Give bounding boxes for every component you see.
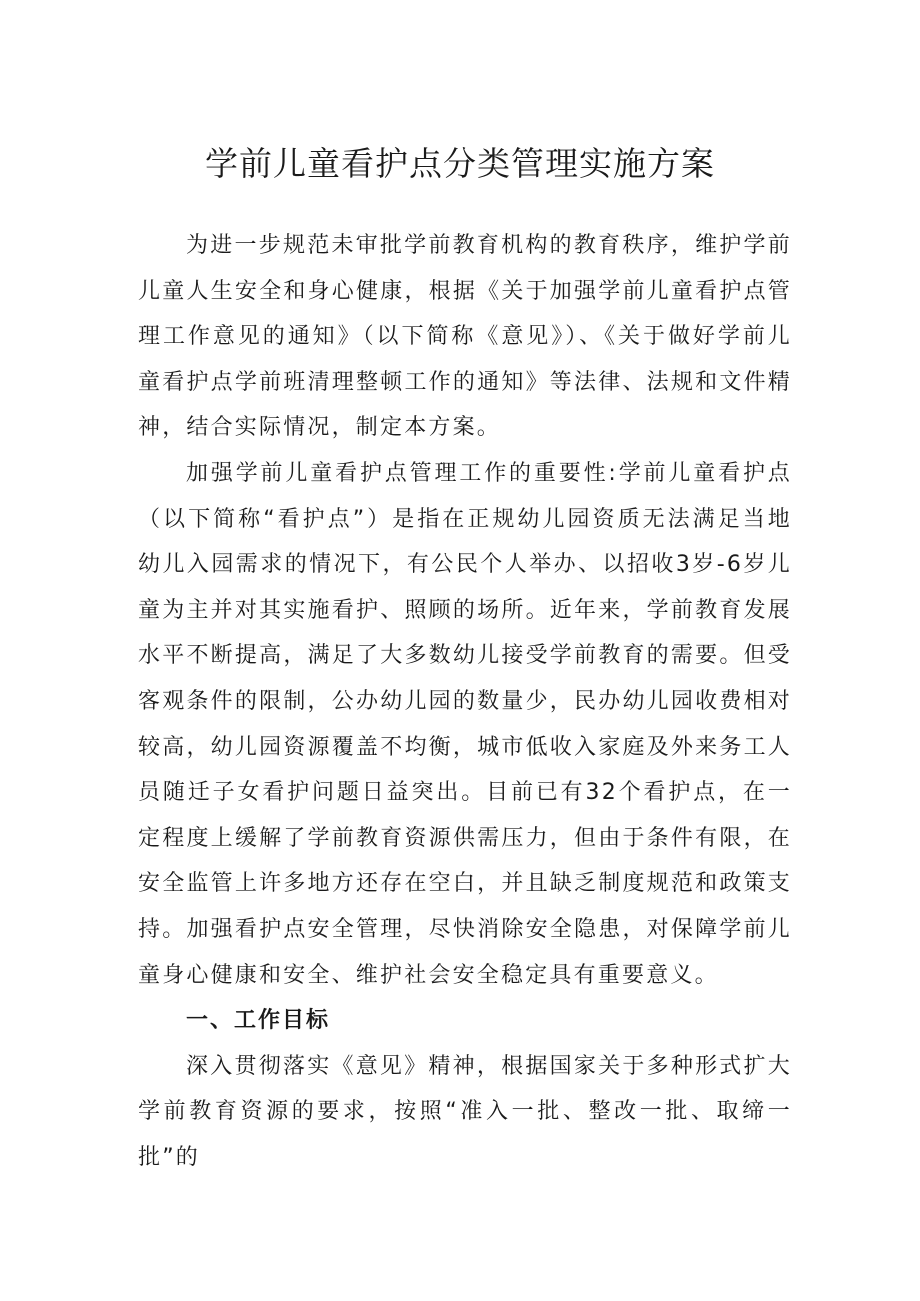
section-heading: 一、工作目标: [186, 1008, 331, 1034]
importance-paragraph: 加强学前儿童看护点管理工作的重要性:学前儿童看护点（以下简称“看护点”）是指在正规幼儿园资质无法满足当地幼儿入园需求的情况下，有公民个人举办、以招收3岁-6岁儿童为主并对其实施看护、照顾的场所。近年来，学前教育发展水平不断提高，满足了大多数幼儿接受学前教育的需要。但受客观条件的限制，公办幼儿园的数量少，民办幼儿园收费相对较高，幼儿园资源覆盖不均衡，城市低收入家庭及外来务工人员随迁子女看护问题日益突出。目前已有32个看护点，在一定程度上缓解了学前教育资源供需压力，但由于条件有限，在安全监管上许多地方还存在空白，并且缺乏制度规范和政策支持。加强看护点安全管理，尽快消除安全隐患，对保障学前儿童身心健康和安全、维护社会安全稳定具有重要意义。: [138, 460, 792, 988]
document-title: 学前儿童看护点分类管理实施方案: [205, 144, 715, 183]
section-paragraph: 深入贯彻落实《意见》精神，根据国家关于多种形式扩大学前教育资源的要求，按照“准入一批、整改一批、取缔一批”的: [138, 1053, 792, 1170]
intro-paragraph: 为进一步规范未审批学前教育机构的教育秩序，维护学前儿童人生安全和身心健康，根据《关于加强学前儿童看护点管理工作意见的通知》（以下简称《意见》）、《关于做好学前儿童看护点学前班清理整顿工作的通知》等法律、法规和文件精神，结合实际情况，制定本方案。: [138, 233, 792, 441]
document-body: [138, 223, 792, 1180]
